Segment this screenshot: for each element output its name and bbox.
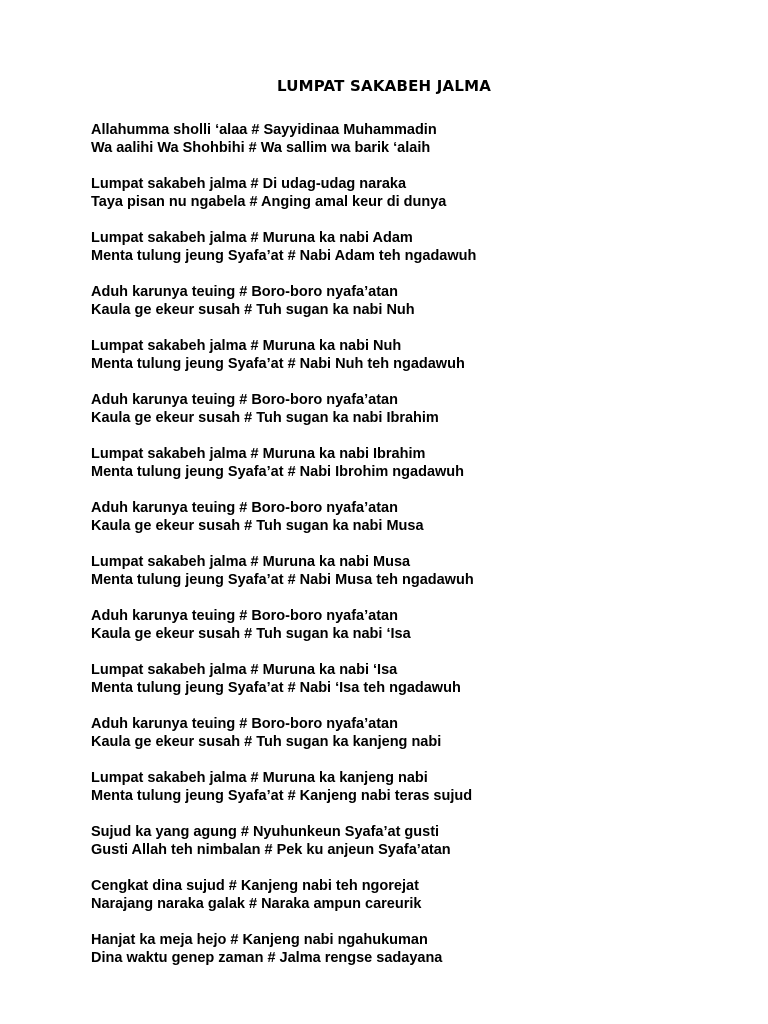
lyric-line: Lumpat sakabeh jalma # Muruna ka nabi Nuh: [91, 338, 402, 354]
stanza: [91, 931, 731, 967]
stanza: [91, 769, 731, 805]
lyric-line: Aduh karunya teuing # Boro-boro nyafa’atan: [91, 500, 398, 516]
lyric-line: Taya pisan nu ngabela # Anging amal keur di dunya: [91, 194, 447, 210]
stanza: [91, 715, 731, 751]
lyric-line: Menta tulung jeung Syafa’at # Kanjeng nabi teras sujud: [91, 788, 473, 804]
lyric-line: Cengkat dina sujud # Kanjeng nabi teh ngorejat: [91, 878, 419, 894]
stanza: [91, 607, 731, 643]
lyric-line: Lumpat sakabeh jalma # Muruna ka nabi Adam: [91, 230, 413, 246]
lyric-line: Lumpat sakabeh jalma # Muruna ka kanjeng nabi: [91, 770, 428, 786]
lyric-line: Menta tulung jeung Syafa’at # Nabi Ibrohim ngadawuh: [91, 464, 464, 480]
lyric-line: Menta tulung jeung Syafa’at # Nabi Adam teh ngadawuh: [91, 248, 477, 264]
stanza: [91, 445, 731, 481]
lyric-line: Aduh karunya teuing # Boro-boro nyafa’atan: [91, 716, 398, 732]
lyric-line: Lumpat sakabeh jalma # Muruna ka nabi Ibrahim: [91, 446, 426, 462]
lyric-line: Gusti Allah teh nimbalan # Pek ku anjeun Syafa’atan: [91, 842, 451, 858]
lyric-line: Lumpat sakabeh jalma # Di udag-udag naraka: [91, 176, 407, 192]
lyric-line: Sujud ka yang agung # Nyuhunkeun Syafa’at gusti: [91, 824, 440, 840]
stanza: [91, 283, 731, 319]
lyric-line: Wa aalihi Wa Shohbihi # Wa sallim wa barik ‘alaih: [91, 140, 431, 156]
stanza: [91, 553, 731, 589]
lyric-line: Aduh karunya teuing # Boro-boro nyafa’atan: [91, 392, 398, 408]
lyric-line: Menta tulung jeung Syafa’at # Nabi Nuh teh ngadawuh: [91, 356, 465, 372]
lyric-line: Kaula ge ekeur susah # Tuh sugan ka kanjeng nabi: [91, 734, 442, 750]
stanza: [91, 823, 731, 859]
stanza: [91, 877, 731, 913]
lyric-line: Hanjat ka meja hejo # Kanjeng nabi ngahukuman: [91, 932, 428, 948]
lyric-line: Allahumma sholli ‘alaa # Sayyidinaa Muhammadin: [91, 122, 437, 138]
lyric-line: Lumpat sakabeh jalma # Muruna ka nabi Musa: [91, 554, 411, 570]
stanza: [91, 229, 731, 265]
lyric-line: Menta tulung jeung Syafa’at # Nabi Musa teh ngadawuh: [91, 572, 474, 588]
lyric-line: Kaula ge ekeur susah # Tuh sugan ka nabi Ibrahim: [91, 410, 439, 426]
lyric-line: Kaula ge ekeur susah # Tuh sugan ka nabi Nuh: [91, 302, 415, 318]
lyric-line: Aduh karunya teuing # Boro-boro nyafa’atan: [91, 284, 398, 300]
stanza: [91, 391, 731, 427]
lyric-line: Menta tulung jeung Syafa’at # Nabi ‘Isa teh ngadawuh: [91, 680, 461, 696]
lyrics-body: [91, 121, 731, 985]
stanza: [91, 499, 731, 535]
lyric-line: Aduh karunya teuing # Boro-boro nyafa’atan: [91, 608, 398, 624]
lyric-line: Narajang naraka galak # Naraka ampun careurik: [91, 896, 422, 912]
lyric-line: Dina waktu genep zaman # Jalma rengse sadayana: [91, 950, 443, 966]
stanza: [91, 121, 731, 157]
lyric-line: Lumpat sakabeh jalma # Muruna ka nabi ‘Isa: [91, 662, 398, 678]
stanza: [91, 661, 731, 697]
lyric-line: Kaula ge ekeur susah # Tuh sugan ka nabi Musa: [91, 518, 424, 534]
page-title: LUMPAT SAKABEH JALMA: [276, 77, 492, 95]
stanza: [91, 175, 731, 211]
lyric-line: Kaula ge ekeur susah # Tuh sugan ka nabi ‘Isa: [91, 626, 411, 642]
stanza: [91, 337, 731, 373]
